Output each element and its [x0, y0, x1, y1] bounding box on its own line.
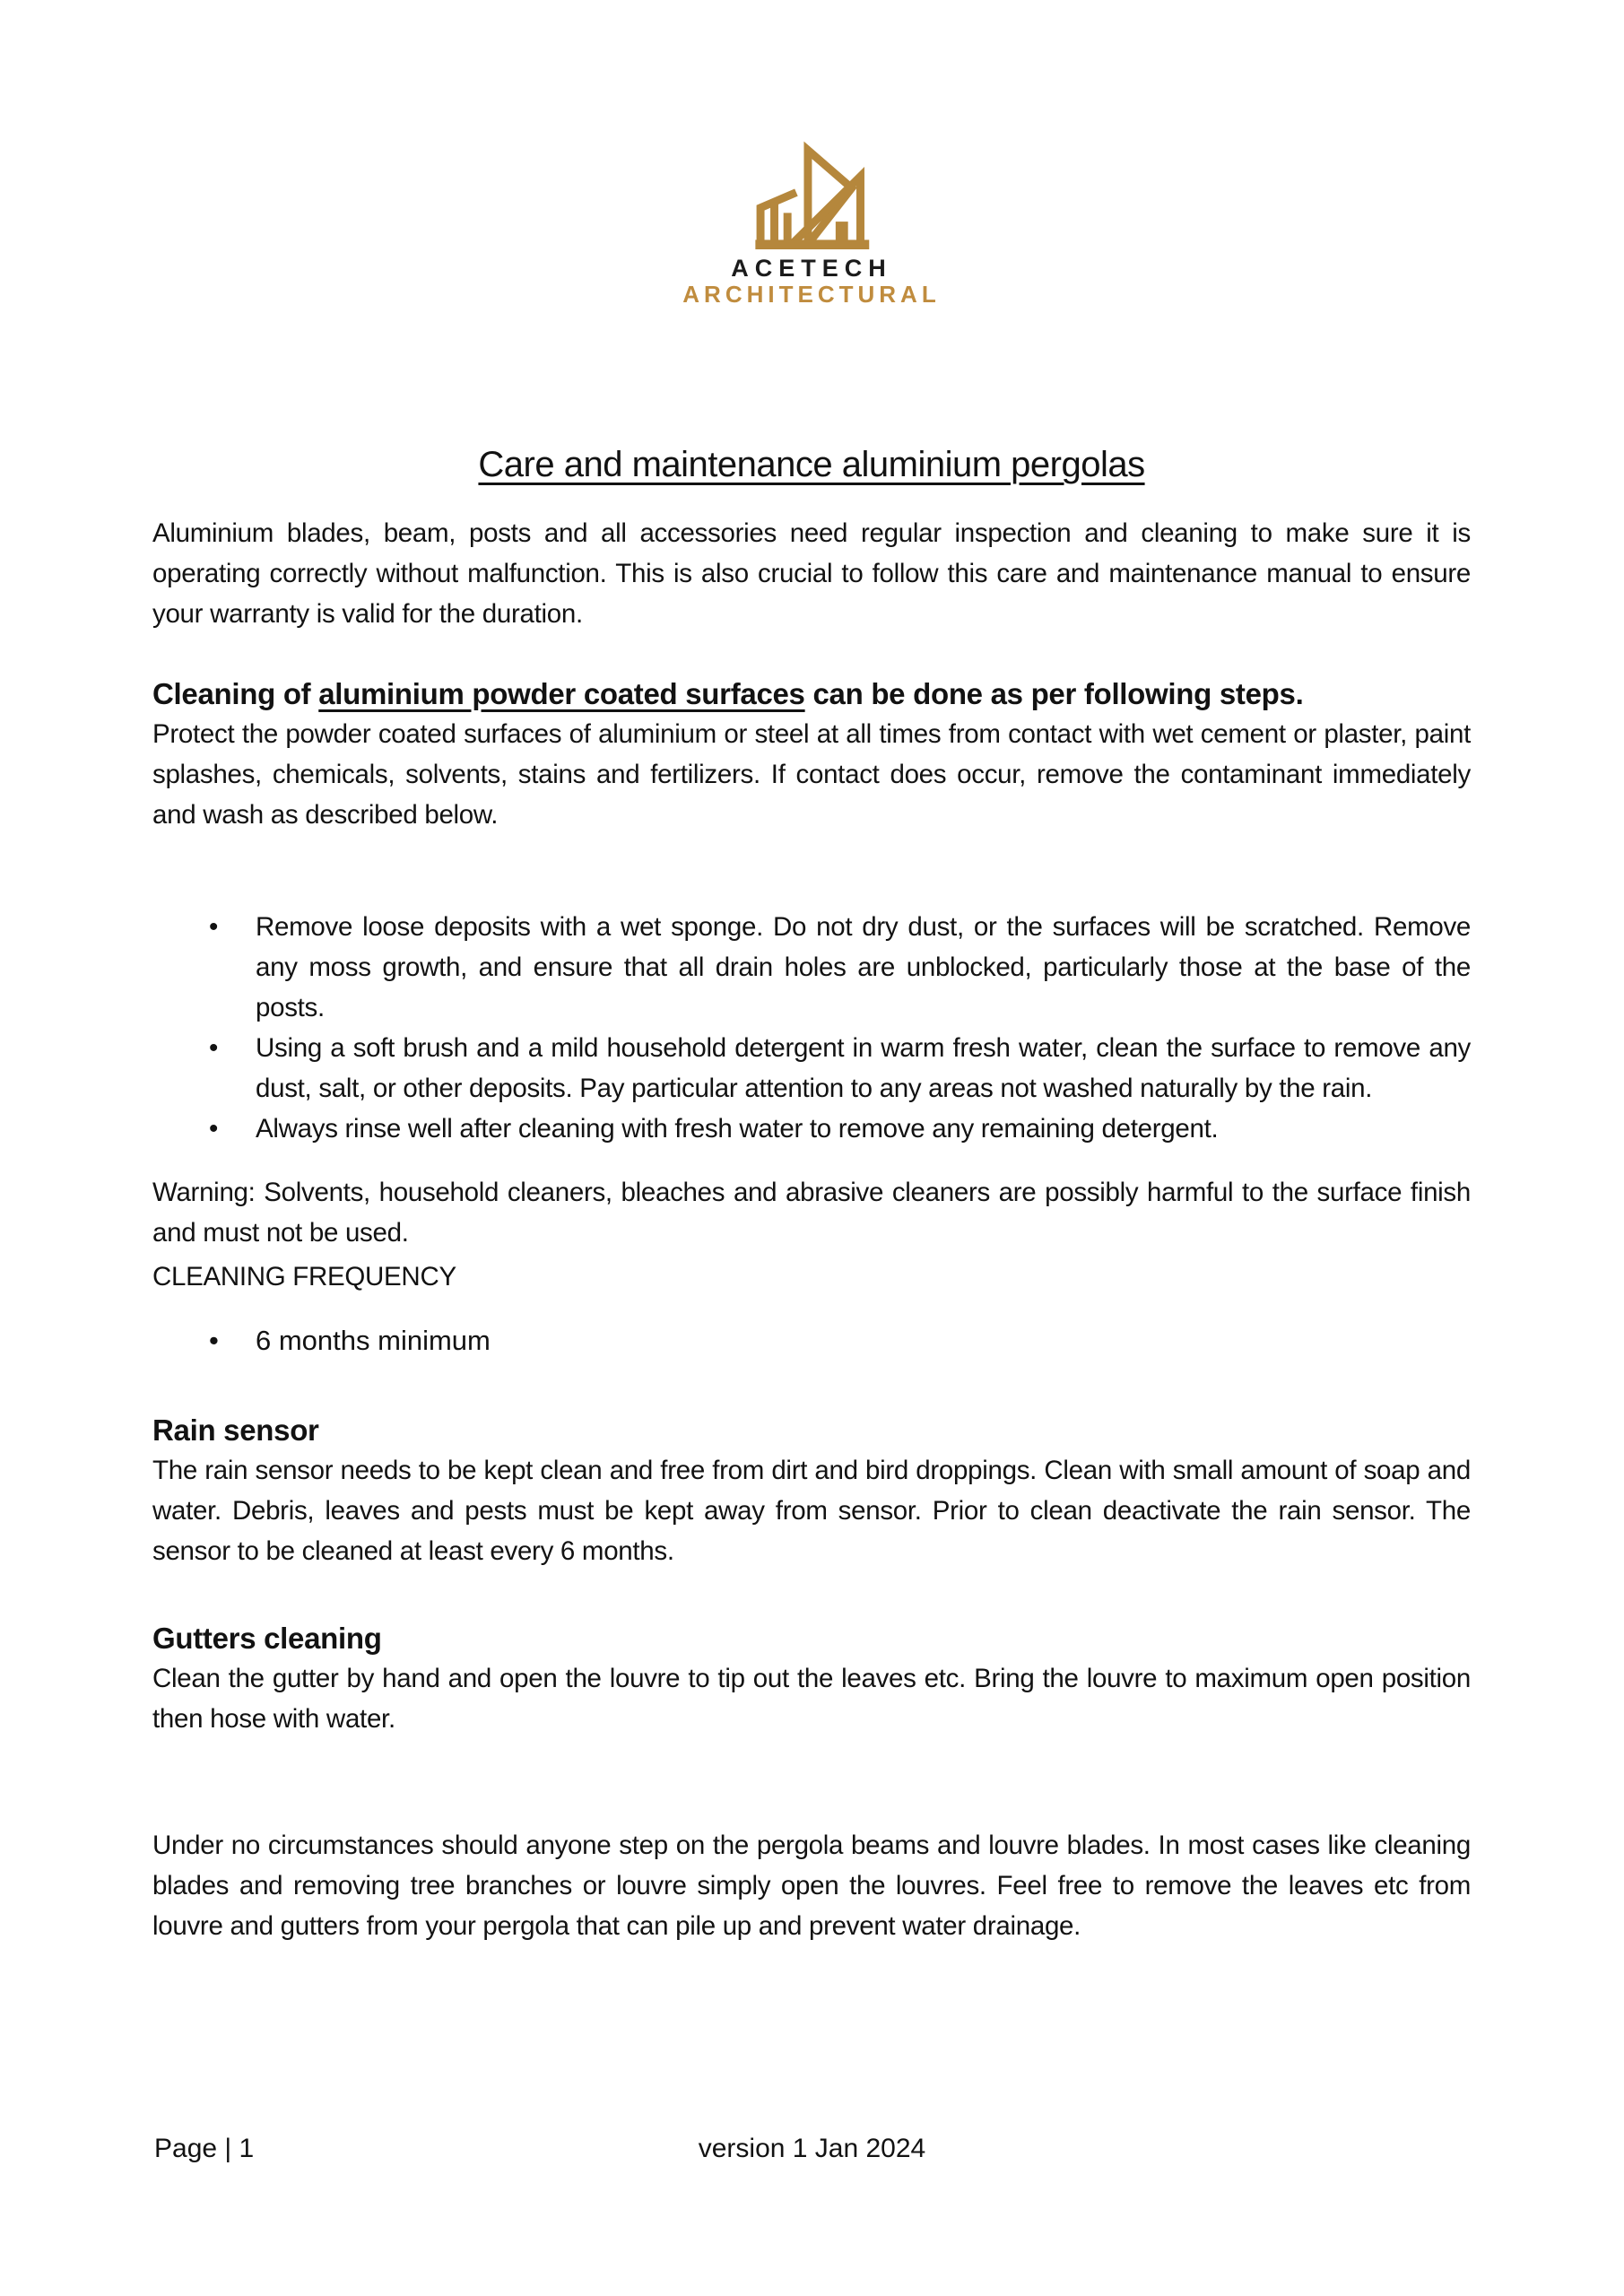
- footer-version: version 1 Jan 2024: [698, 2134, 926, 2163]
- section-heading-rain-sensor: Rain sensor: [152, 1413, 319, 1447]
- heading-underlined-phrase: aluminium powder coated surfaces: [318, 677, 805, 710]
- section-heading-gutters: Gutters cleaning: [152, 1622, 382, 1655]
- list-item: • 6 months minimum: [209, 1320, 1471, 1361]
- letterhead: [152, 140, 1471, 307]
- cleaning-body-paragraph: Protect the powder coated surfaces of aluminium or steel at all times from contact with wet cement or plaster, paint splashes, chemicals, solvents, stains and fertilizers. If contact does occur, remove the contaminant immediately and wash as described below.: [152, 719, 1471, 830]
- section-heading-cleaning: Cleaning of aluminium powder coated surfaces can be done as per following steps.: [152, 677, 1304, 710]
- note-paragraph: Under no circumstances should anyone step on the pergola beams and louvre blades. In most cases like cleaning blades and removing tree branches or louvre simply open the louvres. Feel free to remove the leaves etc from louvre and gutters from your pergola that can pile up and prevent water drainage.: [152, 1831, 1471, 1941]
- logo-mark-icon: [744, 140, 879, 249]
- cleaning-frequency-list: [209, 1320, 1471, 1361]
- cleaning-frequency-label: CLEANING FREQUENCY: [152, 1262, 456, 1292]
- gutters-paragraph: Clean the gutter by hand and open the louvre to tip out the leaves etc. Bring the louvre to maximum open position then hose with water.: [152, 1664, 1471, 1734]
- warning-paragraph: Warning: Solvents, household cleaners, bleaches and abrasive cleaners are possibly harmful to the surface finish and must not be used.: [152, 1178, 1471, 1248]
- brand-name: ACETECH: [731, 255, 892, 282]
- page-title: Care and maintenance aluminium pergolas: [478, 445, 1145, 484]
- list-item: • Using a soft brush and a mild household detergent in warm fresh water, clean the surface to remove any dust, salt, or other deposits. Pay particular attention to any areas not washed naturally by the rain.: [209, 1028, 1471, 1109]
- brand-subtitle: ARCHITECTURAL: [682, 281, 941, 308]
- list-item: • Remove loose deposits with a wet sponge. Do not dry dust, or the surfaces will be scratched. Remove any moss growth, and ensure that all drain holes are unblocked, particularly those at the base of the posts.: [209, 907, 1471, 1028]
- rain-sensor-paragraph: The rain sensor needs to be kept clean and free from dirt and bird droppings. Clean with small amount of soap and water. Debris, leaves and pests must be kept away from sensor. Prior to clean deactivate the rain sensor. The sensor to be cleaned at least every 6 months.: [152, 1456, 1471, 1566]
- footer-page-number: Page | 1: [154, 2134, 255, 2163]
- intro-paragraph: Aluminium blades, beam, posts and all accessories need regular inspection and cleaning to make sure it is operating correctly without malfunction. This is also crucial to follow this care and maintenance manual to ensure your warranty is valid for the duration.: [152, 518, 1471, 629]
- list-item: • Always rinse well after cleaning with fresh water to remove any remaining detergent.: [209, 1109, 1471, 1149]
- cleaning-steps-list: [209, 907, 1471, 1149]
